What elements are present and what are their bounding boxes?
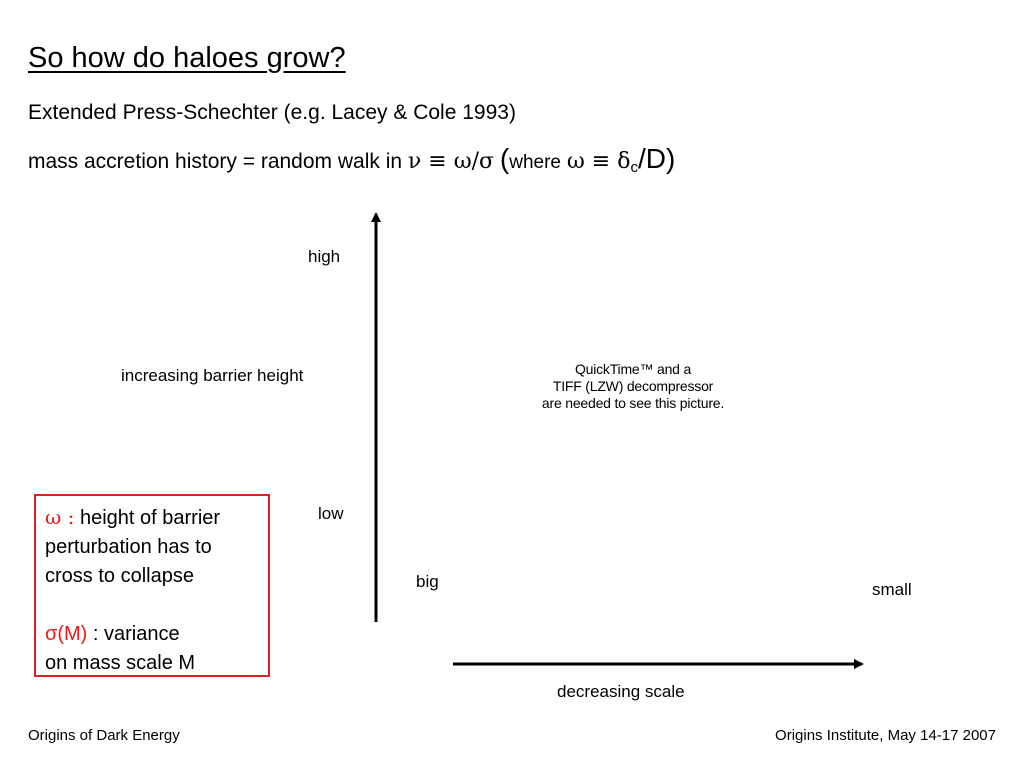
slide-title: So how do haloes grow? [28,42,346,74]
formula-open-paren: ( [499,143,510,174]
sigma-text-line2: on mass scale M [45,652,196,674]
omega-symbol: ω : [45,505,75,529]
formula-where-label: where [509,152,561,173]
footer-right: Origins Institute, May 14-17 2007 [775,727,996,744]
sigma-definition [45,620,260,649]
formula-expression: ν ≡ ω/σ [407,149,495,174]
axis-label-big: big [416,572,439,591]
missing-image-placeholder [500,361,766,412]
formula-where-expression: ω ≡ δ [566,149,631,174]
spacer [45,591,260,620]
placeholder-line: are needed to see this picture. [541,395,725,411]
omega-definition [45,503,260,533]
slide-subtitle: Extended Press-Schechter (e.g. Lacey & Cole 1993) [28,101,516,124]
omega-text-line3: cross to collapse [45,565,194,587]
axis-label-low: low [318,504,344,523]
axis-label-barrier-height: increasing barrier height [121,366,304,385]
sigma-symbol: σ(M) [45,623,88,645]
sigma-text: : variance [87,623,180,645]
placeholder-line: TIFF (LZW) decompressor [552,378,714,394]
definitions-box [34,494,270,677]
formula-subscript: c [630,159,638,176]
omega-text-line2: perturbation has to [45,536,212,558]
axis-label-small: small [872,580,912,599]
formula-prefix: mass accretion history = random walk in [28,150,408,173]
placeholder-line: QuickTime™ and a [574,361,692,377]
formula-suffix: /D) [637,143,676,174]
axis-caption-decreasing-scale: decreasing scale [557,682,685,701]
axis-label-high: high [308,247,341,266]
footer-left: Origins of Dark Energy [28,727,180,744]
omega-text: height of barrier [74,507,221,529]
